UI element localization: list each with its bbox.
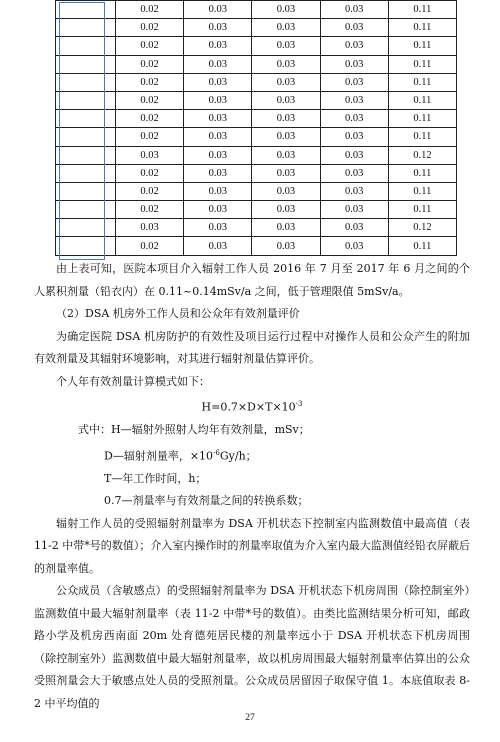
intro-paragraph: 为确定医院 DSA 机房防护的有效性及项目运行过程中对操作人员和公众产生的附加有效剂量及其辐射环境影响，对其进行辐射剂量估算评价。: [34, 329, 470, 365]
table-cell-blank: [56, 37, 116, 55]
table-cell: 0.11: [388, 201, 456, 219]
table-cell: 0.11: [388, 91, 456, 109]
table-cell: 0.03: [320, 201, 388, 219]
table-cell: 0.03: [252, 110, 320, 128]
model-title: 个人年有效剂量计算模式如下：: [56, 374, 210, 388]
table-cell-blank: [56, 91, 116, 109]
table-cell: 0.11: [388, 182, 456, 200]
table-cell: 0.03: [320, 146, 388, 164]
table-cell-blank: [56, 19, 116, 37]
table-cell: 0.03: [184, 1, 252, 19]
definition-d-exponent: -6: [213, 448, 220, 457]
table-cell: 0.03: [184, 146, 252, 164]
table-row: [56, 128, 457, 146]
dose-table-body: [56, 1, 457, 256]
table-cell: 0.02: [116, 91, 184, 109]
summary-paragraph: 由上表可知，医院本项目介入辐射工作人员 2016 年 7 月至 2017 年 6 月之间的个人累积剂量（铅衣内）在 0.11~0.14mSv/a 之间，低于管理限值 5mSv/a。: [34, 262, 470, 298]
table-cell: 0.02: [116, 73, 184, 91]
table-cell-blank: [56, 164, 116, 182]
table-cell: 0.11: [388, 164, 456, 182]
table-cell: 0.03: [184, 55, 252, 73]
page-number: 27: [245, 713, 255, 723]
table-cell: 0.03: [320, 73, 388, 91]
table-cell: 0.03: [184, 164, 252, 182]
table-cell: 0.12: [388, 146, 456, 164]
table-cell-blank: [56, 1, 116, 19]
table-cell: 0.03: [252, 91, 320, 109]
definition-k: 0.7—剂量率与有效剂量之间的转换系数；: [104, 494, 309, 508]
table-cell: 0.03: [252, 19, 320, 37]
table-cell: 0.11: [388, 1, 456, 19]
table-cell: 0.02: [116, 128, 184, 146]
table-cell: 0.02: [116, 110, 184, 128]
table-cell: 0.02: [116, 1, 184, 19]
table-cell: 0.03: [252, 1, 320, 19]
table-cell: 0.03: [320, 91, 388, 109]
definition-h: 式中：H—辐射外照射人均年有效剂量，mSv；: [78, 423, 310, 437]
table-cell-blank: [56, 146, 116, 164]
table-cell: 0.03: [252, 37, 320, 55]
definition-d-post: Gy/h；: [219, 449, 257, 463]
formula: [34, 393, 470, 419]
table-row: [56, 37, 457, 55]
table-cell: 0.02: [116, 201, 184, 219]
section-heading: （2）DSA 机房外工作人员和公众年有效剂量评价: [56, 307, 300, 320]
table-cell: 0.11: [388, 128, 456, 146]
table-cell: 0.12: [388, 219, 456, 237]
table-cell-blank: [56, 110, 116, 128]
body-text: [34, 258, 470, 715]
table-cell-blank: [56, 128, 116, 146]
table-cell: 0.03: [252, 164, 320, 182]
table-cell: 0.02: [116, 19, 184, 37]
table-cell: 0.03: [116, 219, 184, 237]
table-cell: 0.02: [116, 182, 184, 200]
table-cell: 0.03: [184, 182, 252, 200]
table-cell: 0.03: [320, 1, 388, 19]
table-row: [56, 146, 457, 164]
table-row: [56, 164, 457, 182]
table-cell: 0.02: [116, 55, 184, 73]
table-cell: 0.03: [184, 128, 252, 146]
table-cell: 0.03: [320, 237, 388, 255]
table-cell: 0.03: [184, 237, 252, 255]
table-cell: 0.03: [320, 164, 388, 182]
table-cell: 0.03: [320, 19, 388, 37]
table-cell: 0.11: [388, 73, 456, 91]
table-cell: 0.03: [320, 37, 388, 55]
table-cell: 0.03: [116, 146, 184, 164]
dose-table: [55, 0, 457, 256]
public-paragraph: 公众成员（含敏感点）的受照辐射剂量率为 DSA 开机状态下机房周围（除控制室外）监测数值中最大辐射剂量率（表 11-2 中带*号的数值）。由类比监测结果分析可知，邮政路小学及机房西南面 20m 处育德苑居民楼的剂量率远小于 DSA 开机状态下机房周围（除控制室外）监测数值中最大辐射剂量率，故以机房周围最大辐射剂量率估算出的公众受照剂量会大于敏感点处人员的受照剂量。公众成员居留因子取保守值 1。本底值取表 8-2 中平均值的: [34, 584, 470, 710]
table-cell: 0.03: [252, 219, 320, 237]
table-cell: 0.03: [252, 182, 320, 200]
table-cell: 0.03: [252, 55, 320, 73]
table-cell-blank: [56, 73, 116, 91]
table-cell: 0.02: [116, 164, 184, 182]
table-cell: 0.03: [320, 110, 388, 128]
table-cell: 0.11: [388, 237, 456, 255]
table-row: [56, 19, 457, 37]
table-row: [56, 1, 457, 19]
table-cell: 0.03: [252, 237, 320, 255]
table-cell: 0.03: [184, 110, 252, 128]
formula-exponent: -3: [295, 400, 303, 408]
table-cell: 0.03: [252, 73, 320, 91]
table-cell: 0.11: [388, 37, 456, 55]
formula-main: H=0.7×D×T×10: [201, 400, 296, 414]
table-cell: 0.03: [184, 219, 252, 237]
table-cell: 0.03: [184, 201, 252, 219]
definition-d: [34, 442, 470, 468]
table-cell-blank: [56, 219, 116, 237]
table-cell: 0.03: [252, 128, 320, 146]
table-cell: 0.11: [388, 55, 456, 73]
worker-paragraph: 辐射工作人员的受照辐射剂量率为 DSA 开机状态下控制室内监测数值中最高值（表 11-2 中带*号的数值）；介入室内操作时的剂量率取值为介入室内最大监测值经铅衣屏蔽后的剂量率值。: [34, 516, 470, 575]
table-cell: 0.02: [116, 237, 184, 255]
table-row: [56, 91, 457, 109]
table-cell: 0.03: [320, 55, 388, 73]
table-row: [56, 201, 457, 219]
table-cell-blank: [56, 201, 116, 219]
table-cell-blank: [56, 182, 116, 200]
table-cell: 0.03: [320, 219, 388, 237]
table-cell: 0.03: [320, 128, 388, 146]
definition-d-pre: D—辐射剂量率，×10: [104, 449, 214, 463]
table-cell: 0.03: [320, 182, 388, 200]
table-cell: 0.03: [252, 201, 320, 219]
table-row: [56, 73, 457, 91]
table-row: [56, 110, 457, 128]
table-cell: 0.11: [388, 19, 456, 37]
table-cell: 0.03: [184, 73, 252, 91]
table-cell: 0.11: [388, 110, 456, 128]
table-cell: 0.03: [184, 19, 252, 37]
table-cell: 0.03: [184, 37, 252, 55]
table-row: [56, 219, 457, 237]
table-cell: 0.02: [116, 37, 184, 55]
table-cell: 0.03: [252, 146, 320, 164]
definition-t: T—年工作时间，h；: [104, 471, 207, 485]
table-cell-blank: [56, 55, 116, 73]
table-row: [56, 55, 457, 73]
table-row: [56, 237, 457, 255]
table-cell: 0.03: [184, 91, 252, 109]
table-row: [56, 182, 457, 200]
table-cell-blank: [56, 237, 116, 255]
